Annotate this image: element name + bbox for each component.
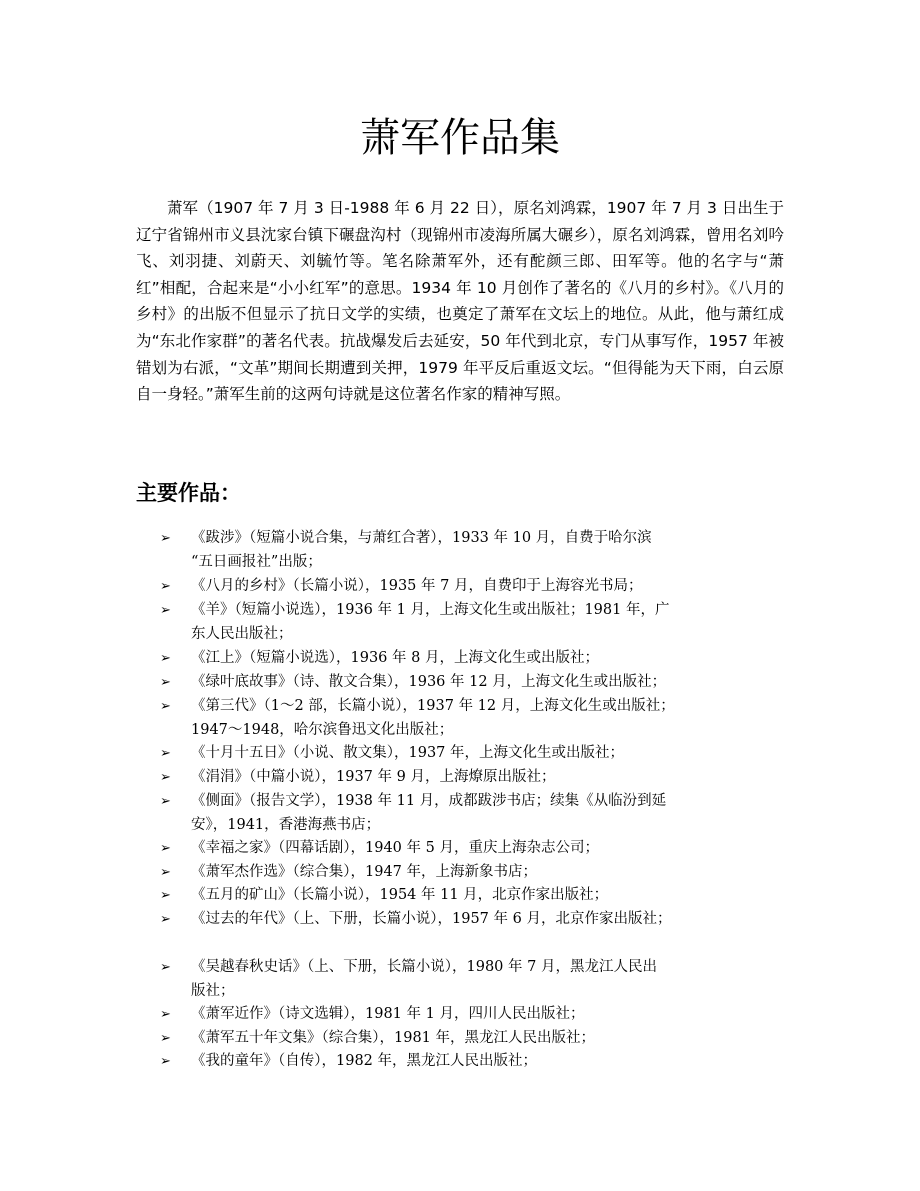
list-item (160, 599, 800, 647)
arrow-bullet-icon: ➢ (160, 794, 171, 809)
work-line-1: 《萧军杰作选》（综合集），1947 年，上海新象书店； (191, 864, 538, 880)
arrow-bullet-icon: ➢ (160, 675, 171, 690)
arrow-bullet-icon: ➢ (160, 770, 171, 785)
work-line-1: 《十月十五日》（小说、散文集），1937 年，上海文化生或出版社； (191, 745, 625, 761)
list-item (160, 861, 800, 885)
list-item (160, 908, 800, 932)
work-line-2: 安》，1941，香港海燕书店； (191, 816, 381, 833)
work-line-1: 《吴越春秋史话》（上、下册，长篇小说），1980 年 7 月，黑龙江人民出 (191, 959, 657, 975)
arrow-bullet-icon: ➢ (160, 531, 171, 546)
list-item (160, 956, 800, 1004)
list-item (160, 766, 800, 790)
list-item (160, 1050, 800, 1074)
arrow-bullet-icon: ➢ (160, 888, 171, 903)
arrow-bullet-icon: ➢ (160, 651, 171, 666)
list-item (160, 575, 800, 599)
arrow-bullet-icon: ➢ (160, 912, 171, 927)
works-heading: 主要作品： (136, 481, 241, 505)
list-item (160, 742, 800, 766)
list-item (160, 1003, 800, 1027)
work-line-2: 东人民出版社； (191, 625, 293, 642)
arrow-bullet-icon: ➢ (160, 1007, 171, 1022)
intro-paragraph: 萧军（1907 年 7 月 3 日-1988 年 6 月 22 日），原名刘鸿霖，1907 年 7 月 3 日出生于辽宁省锦州市义县沈家台镇下碾盘沟村（现锦州市凌海所属大碾乡），原名刘鸿霖，曾用名刘吟飞、刘羽捷、刘蔚天、刘毓竹等。笔名除萧军外，还有酡颜三郎、田军等。他的名字与“萧红”相配，合起来是“小小红军”的意思。1934 年 10 月创作了著名的《八月的乡村》。《八月的乡村》的出版不但显示了抗日文学的实绩，也奠定了萧军在文坛上的地位。从此，他与萧红成为“东北作家群”的著名代表。抗战爆发后去延安，50 年代到北京，专门从事写作，1957 年被错划为右派，“文革”期间长期遭到关押，1979 年平反后重返文坛。“但得能为天下雨，白云原自一身轻。”萧军生前的这两句诗就是这位著名作家的精神写照。 (136, 199, 784, 404)
work-line-1: 《萧军五十年文集》（综合集），1981 年，黑龙江人民出版社； (191, 1030, 596, 1046)
list-item (160, 695, 800, 743)
arrow-bullet-icon: ➢ (160, 1054, 171, 1069)
work-line-2: 版社； (191, 982, 235, 999)
list-item (160, 647, 800, 671)
page-title: 萧军作品集 (360, 115, 560, 161)
work-line-1: 《绿叶底故事》（诗、散文合集），1936 年 12 月，上海文化生或出版社； (191, 674, 667, 690)
work-line-1: 《羊》（短篇小说选），1936 年 1 月，上海文化生或出版社；1981 年，广 (191, 602, 670, 618)
work-line-1: 《跋涉》（短篇小说合集，与萧红合著），1933 年 10 月，自费于哈尔滨 (191, 530, 652, 546)
work-line-2: 1947～1948，哈尔滨鲁迅文化出版社； (191, 721, 454, 738)
list-item (160, 671, 800, 695)
work-line-1: 《八月的乡村》（长篇小说），1935 年 7 月，自费印于上海容光书局； (191, 578, 643, 594)
work-line-1: 《侧面》（报告文学），1938 年 11 月，成都跋涉书店；续集《从临汾到延 (191, 793, 667, 809)
arrow-bullet-icon: ➢ (160, 603, 171, 618)
list-item (160, 1027, 800, 1051)
work-line-1: 《幸福之家》（四幕话剧），1940 年 5 月，重庆上海杂志公司； (191, 840, 599, 856)
work-line-1: 《五月的矿山》（长篇小说），1954 年 11 月，北京作家出版社； (191, 887, 609, 903)
work-line-1: 《我的童年》（自传），1982 年，黑龙江人民出版社； (191, 1053, 538, 1069)
arrow-bullet-icon: ➢ (160, 841, 171, 856)
arrow-bullet-icon: ➢ (160, 579, 171, 594)
work-line-1: 《江上》（短篇小说选），1936 年 8 月，上海文化生或出版社； (191, 650, 599, 666)
work-line-1: 《涓涓》（中篇小说），1937 年 9 月，上海燎原出版社； (191, 769, 556, 785)
work-line-2: “五日画报社”出版； (191, 553, 322, 570)
list-item (160, 790, 800, 838)
list-item (160, 837, 800, 861)
arrow-bullet-icon: ➢ (160, 746, 171, 761)
arrow-bullet-icon: ➢ (160, 865, 171, 880)
list-item (160, 527, 800, 575)
arrow-bullet-icon: ➢ (160, 1031, 171, 1046)
arrow-bullet-icon: ➢ (160, 960, 171, 975)
work-line-1: 《过去的年代》（上、下册，长篇小说），1957 年 6 月，北京作家出版社； (191, 911, 672, 927)
arrow-bullet-icon: ➢ (160, 699, 171, 714)
work-line-1: 《第三代》（1～2 部，长篇小说），1937 年 12 月，上海文化生或出版社； (191, 698, 675, 714)
list-item (160, 884, 800, 908)
work-line-1: 《萧军近作》（诗文选辑），1981 年 1 月，四川人民出版社； (191, 1006, 585, 1022)
